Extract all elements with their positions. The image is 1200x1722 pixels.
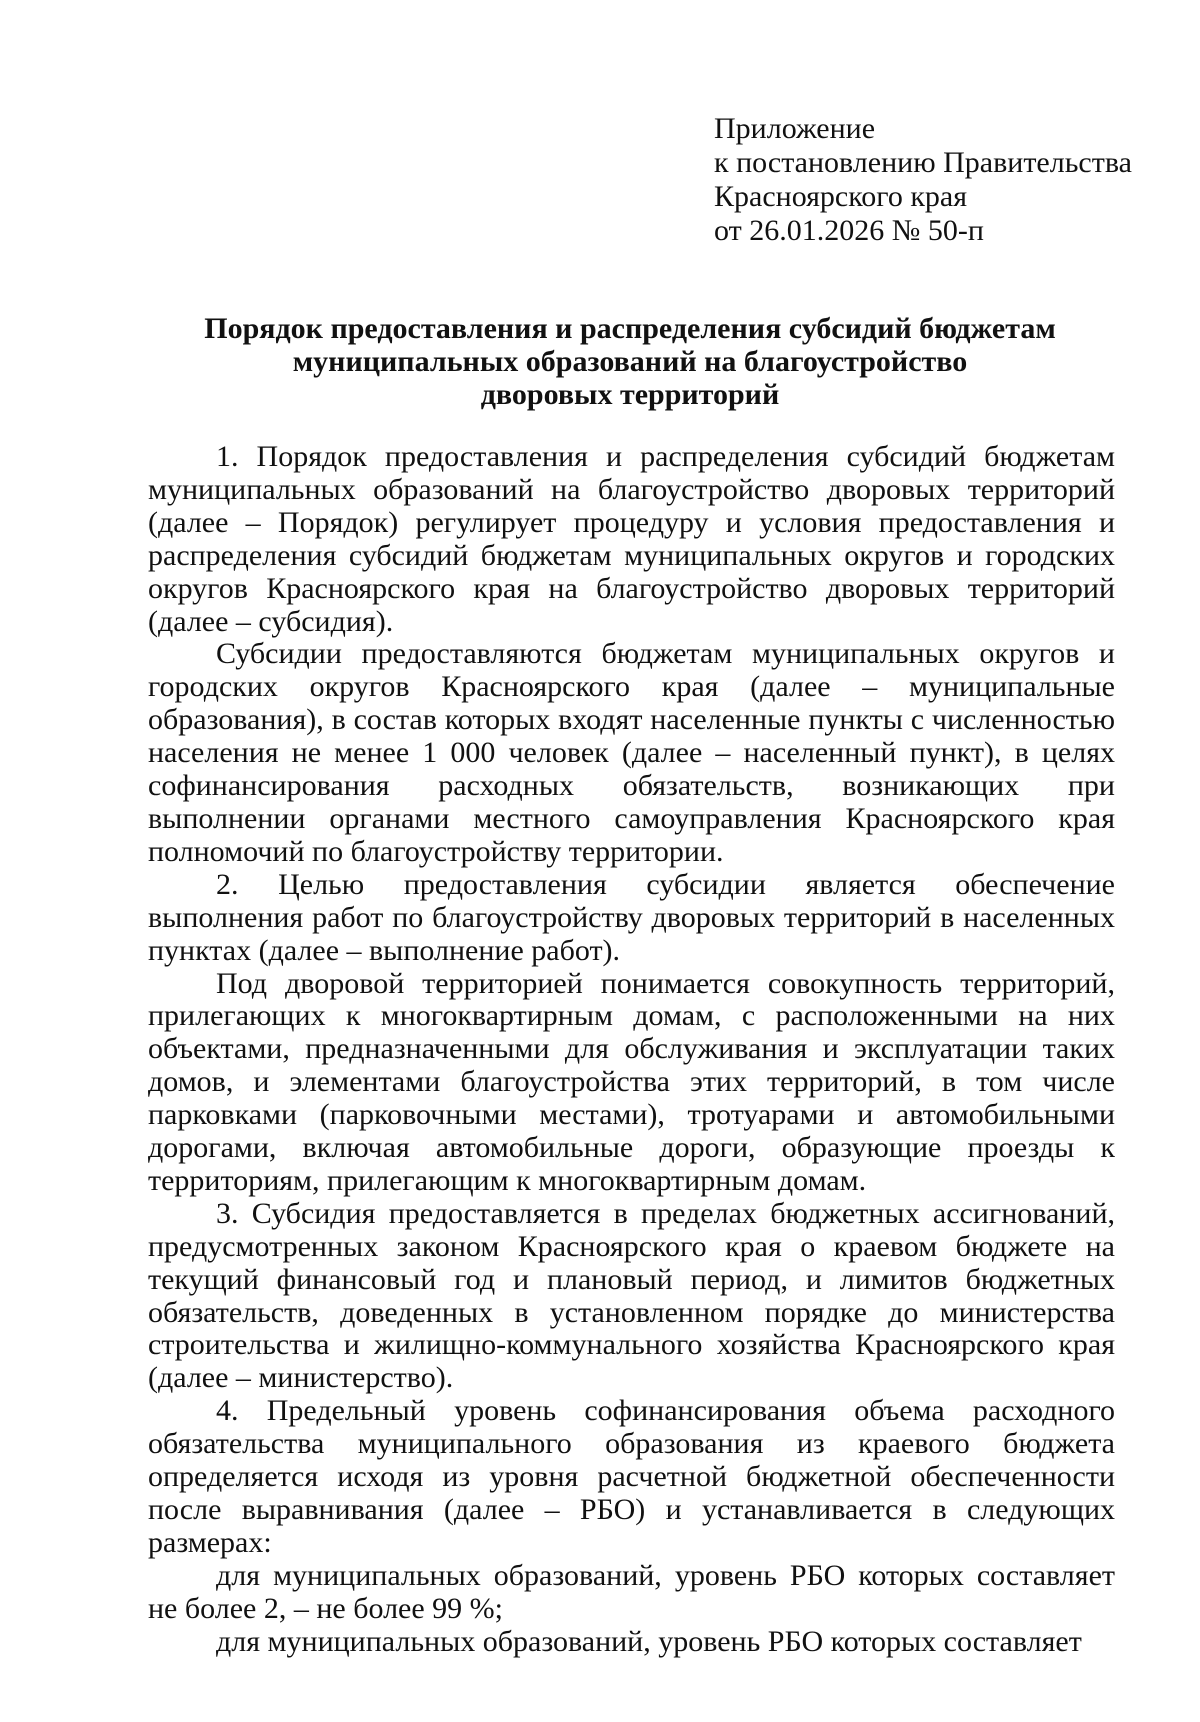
paragraph: для муниципальных образований, уровень РБО которых составляет bbox=[216, 1624, 1082, 1658]
title-line: Порядок предоставления и распределения субсидий бюджетам bbox=[204, 312, 1056, 345]
appendix-date-number: от 26.01.2026 № 50-п bbox=[714, 214, 984, 247]
document-body bbox=[148, 441, 1115, 1659]
paragraph: Субсидии предоставляются бюджетам муниципальных округов и городских округов Красноярского края (далее – муниципальные образования), в состав которых входят населенные пункты с численностью населения не менее 1 000 человек (далее – населенный пункт), в целях софинансирования расходных обязательств, возникающих при выполнении органами местного самоуправления Красноярского края полномочий по благоустройству территории. bbox=[148, 637, 1115, 868]
document-title bbox=[140, 312, 1120, 411]
appendix-line: Приложение bbox=[714, 112, 876, 145]
appendix-header bbox=[714, 112, 1132, 248]
appendix-line: Красноярского края bbox=[714, 180, 968, 213]
paragraph: 2. Целью предоставления субсидии является обеспечение выполнения работ по благоустройству дворовых территорий в населенных пунктах (далее – выполнение работ). bbox=[148, 867, 1115, 967]
paragraph: Под дворовой территорией понимается совокупность территорий, прилегающих к многоквартирным домам, с расположенными на них объектами, предназначенными для обслуживания и эксплуатации таких домов, и элементами благоустройства этих территорий, в том числе парковками (парковочными местами), тротуарами и автомобильными дорогами, включая автомобильные дороги, образующие проезды к территориям, прилегающим к многоквартирным домам. bbox=[148, 966, 1115, 1197]
paragraph: 3. Субсидия предоставляется в пределах бюджетных ассигнований, предусмотренных законом Красноярского края о краевом бюджете на текущий финансовый год и плановый период, и лимитов бюджетных обязательств, доведенных в установленном порядке до министерства строительства и жилищно-коммунального хозяйства Красноярского края (далее – министерство). bbox=[148, 1196, 1115, 1395]
paragraph: 4. Предельный уровень софинансирования объема расходного обязательства муниципального образования из краевого бюджета определяется исходя из уровня расчетной бюджетной обеспеченности после выравнивания (далее – РБО) и устанавливается в следующих размерах: bbox=[148, 1394, 1115, 1559]
paragraph: для муниципальных образований, уровень РБО которых составляет не более 2, – не более 99 %; bbox=[148, 1558, 1115, 1625]
title-line: муниципальных образований на благоустройство bbox=[292, 345, 968, 378]
appendix-line: к постановлению Правительства bbox=[714, 146, 1132, 179]
paragraph: 1. Порядок предоставления и распределения субсидий бюджетам муниципальных образований на благоустройство дворовых территорий (далее – Порядок) регулирует процедуру и условия предоставления и распределения субсидий бюджетам муниципальных округов и городских округов Красноярского края на благоустройство дворовых территорий (далее – субсидия). bbox=[148, 440, 1115, 638]
title-line: дворовых территорий bbox=[480, 378, 780, 411]
